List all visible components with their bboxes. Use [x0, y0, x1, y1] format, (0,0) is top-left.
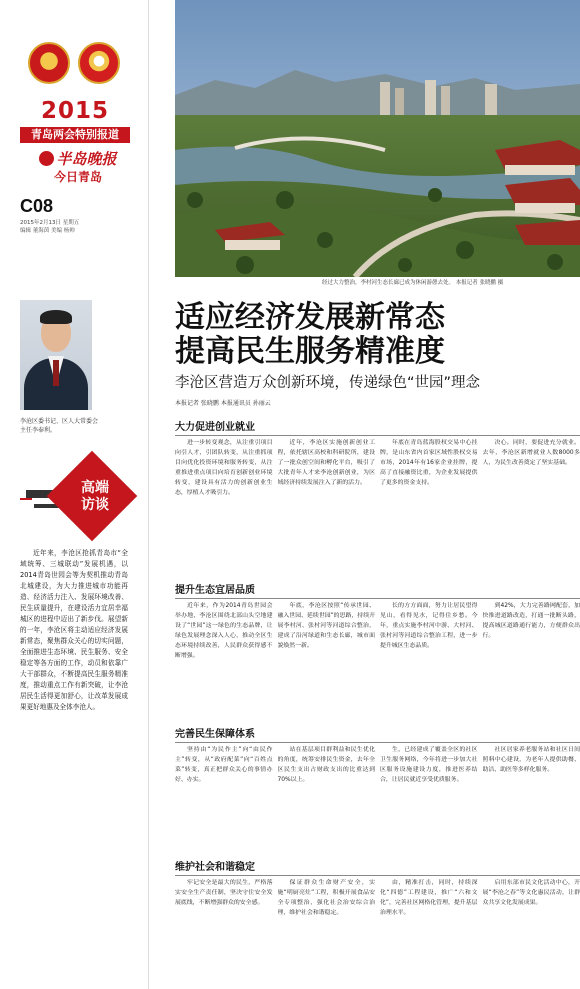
section-title-entrepreneurship: 大力促进创业就业	[175, 418, 255, 433]
national-emblem-icon	[28, 42, 70, 84]
headline-line-1: 适应经济发展新常态	[175, 300, 445, 335]
byline: 本报记者 张晓鹏 本报通讯员 孙丽云	[175, 400, 271, 407]
article-column: 启用东部市民文化活动中心，开展“李沧之春”等文化惠民活动，让群众共享文化发展成果。	[482, 880, 580, 906]
section-title-livelihood: 完善民生保障体系	[175, 725, 255, 740]
section-title-ecology: 提升生态宜居品质	[175, 581, 255, 596]
column-divider	[148, 0, 149, 989]
section-body-livelihood	[175, 745, 580, 840]
page-number: C08	[20, 196, 54, 216]
special-report-banner: 青岛两会特别报道	[20, 127, 130, 143]
official-portrait	[20, 300, 92, 410]
emblems	[20, 42, 130, 92]
section-title-stability: 维护社会和谐稳定	[175, 858, 255, 873]
badge-line-1: 高端	[81, 480, 109, 496]
subheadline: 李沧区营造万众创新环境，传递绿色“世园”理念	[175, 375, 481, 391]
photo-illustration	[175, 0, 580, 277]
dateline	[20, 219, 128, 235]
article-column: 近年来，作为2014青岛世园会举办地，李沧区围绕北部山头空地建设了“世园”这一绿色的生态品牌，让绿色发展理念深入人心，推动全区生态环境持续改善，人民群众获得感不断增强。	[175, 603, 273, 659]
cppcc-emblem-icon	[78, 42, 120, 84]
article-column: 长的方方面面，努力让居民望得见山，看得见水，记得住乡愁。今年，重点实施李村河中游、大村河、张村河等河道综合整治工程，进一步提升城区生态品质。	[380, 603, 478, 649]
headline-line-2: 提高民生服务精准度	[175, 334, 445, 369]
badge-line-2: 访谈	[81, 497, 109, 513]
article-column: 到42%，大力完善路网配套，加快推进道路改造，打通一批断头路，提高城区道路通行能力，方便群众出行。	[482, 603, 580, 639]
article-column: 年底在青岛蓝海股权交易中心挂牌，是山东省内首家区域性股权交易市场，2014年有16家企业挂牌，提高了直接融资比重，为企业发展提供了更多的资金支持。	[380, 440, 478, 486]
headline	[175, 301, 580, 369]
article-column: 进一步转变观念，从注重引项目向引人才，引团队转变，从注重抓项目向优化投资环境和服务转变，从注重推进重点项目向培育创新创业环境转变，建设具有活力的创新创业生态，厚植人才吸引力。	[175, 440, 273, 496]
article-column: 年底，李沧区按照“传承世园、融入世园、延续世园”的思路，持续开展李村河、张村河等河道综合整治，建成了沿河绿道和生态长廊，城市面貌焕然一新。	[277, 603, 375, 649]
newspaper-logo	[28, 148, 128, 169]
photo-caption: 经过大力整治，李村河生态长廊已成为休闲游憩去处。 本报记者 张晓鹏 摄	[322, 280, 504, 286]
high-end-interview-badge	[20, 460, 130, 532]
section-body-stability	[175, 878, 580, 983]
article-column: 生，已经建成了覆盖全区的社区卫生服务网络，今年将进一步加大社区服务设施建设力度，推进医养结合，让居民就近享受优质服务。	[380, 747, 478, 783]
left-sidebar	[0, 0, 130, 989]
river-corridor-photo	[175, 0, 580, 277]
editors: 编辑 董海茵 美编 杨帅	[20, 228, 75, 234]
special-year: 2015	[40, 98, 109, 124]
section-body-ecology	[175, 601, 580, 711]
article-column: 决心。同时，要促进充分就业。去年，李沧区新增就业人数8000多人，为民生改善奠定了坚实基础。	[482, 440, 580, 466]
article-column: 牢记安全是最大的民生，严格落实安全生产责任制，坚决守住安全发展底线，不断增强群众的安全感。	[175, 880, 273, 906]
article-column: 社区居家养老服务站和社区日间照料中心建设，为老年人提供助餐、助洁、助医等多样化服务。	[482, 747, 580, 773]
intro-text: 近年来，李沧区抢抓青岛市“全域统筹、三城联动”发展机遇，以2014青岛世园会等为契机推动青岛北城建设，为大力推进城市功能再造、经济活力注入、发展环境改善、民生质量提升，在建设活力宜居幸福城区的进程中迈出了新步伐。展望新的一年，李沧区将主动适应经济发展新常态，聚焦群众关心的切实问题，全面推进生态环境、民生服务、安全稳定等各方面的工作，动员和依靠广大干部群众，不断提高民生服务精准度，推动重点工作有新突破，让李沧居民生活得更加舒心，让改革发展成果更好地惠及全体李沧人。	[20, 549, 128, 711]
article-column: 站在基层项目群利益和民生优化的角度，统筹安排民生资金，去年全区民生支出占财政支出的比重达到70%以上。	[277, 747, 375, 783]
article-column: 由，精准打击，同时，持续深化“四德”工程建设，推广“六和文化”，完善社区网格化管理，提升基层治理水平。	[380, 880, 478, 916]
issue-date: 2015年2月13日 星期五	[20, 220, 80, 226]
section-body-entrepreneurship	[175, 438, 580, 568]
portrait-caption: 李沧区委书记、区人大常委会主任李奉利。	[20, 418, 99, 434]
article-column: 保证群众生命财产安全，实施“明厨亮灶”工程，积极开展食品安全专项整治，强化社会治安综合治理，维护社会和谐稳定。	[277, 880, 375, 916]
article-column: 坚持由“为民作主”向“由民作主”转变，从“政府配菜”向“百姓点菜”转变，真正把群众关心的事情办好、办实。	[175, 747, 273, 783]
article-column: 近年，李沧区实施创新创业工程，依托辖区高校和科研院所，建设了一批众创空间和孵化平台，吸引了大批青年人才来李沧创新创业，为区域经济持续发展注入了新的活力。	[277, 440, 375, 486]
logo-mark-icon	[39, 151, 54, 166]
section-name: 今日青岛	[53, 170, 102, 184]
newspaper-name: 半岛晚报	[56, 150, 117, 168]
